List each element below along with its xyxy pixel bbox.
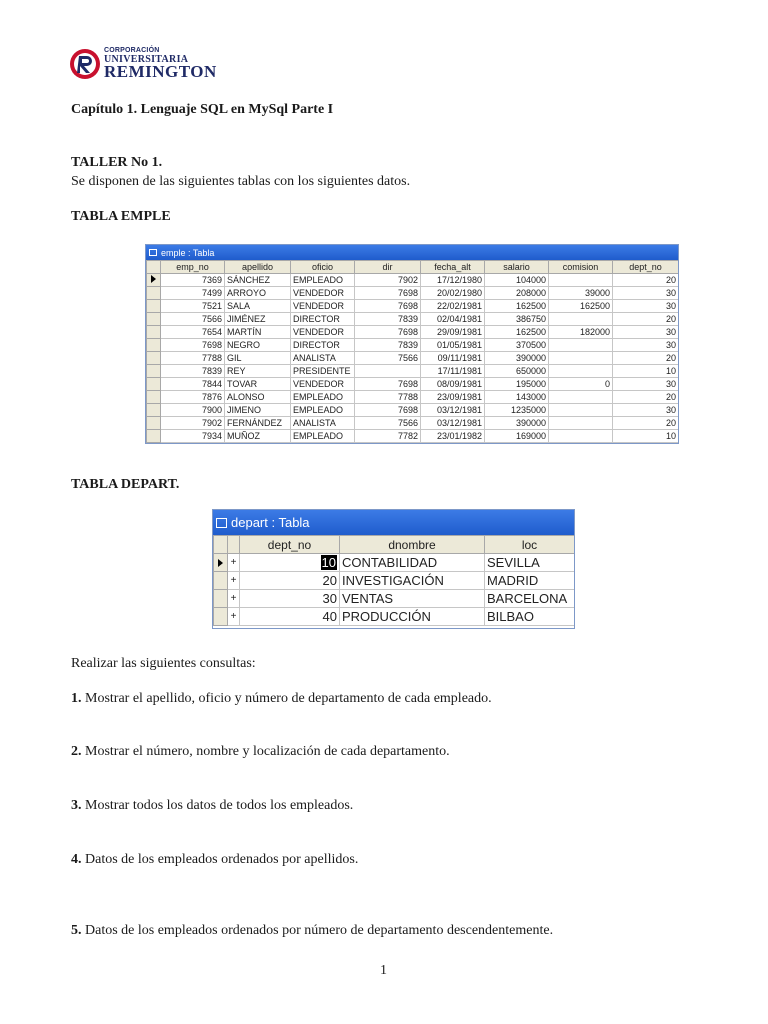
emple-table-window [145, 244, 679, 444]
cell-dept-no[interactable]: 20 [613, 391, 679, 404]
cell-salario[interactable]: 370500 [485, 339, 549, 352]
column-header-dept-no[interactable]: dept_no [240, 536, 340, 554]
emple-grid [146, 260, 679, 443]
emple-window-title: emple : Tabla [161, 247, 215, 258]
cell-dir[interactable] [355, 365, 421, 378]
question-number: 2. [71, 744, 82, 759]
cell-oficio[interactable]: ANALISTA [291, 417, 355, 430]
cell-dept-no[interactable] [240, 554, 340, 572]
cell-dept-no[interactable]: 20 [240, 572, 340, 590]
row-selector[interactable] [147, 300, 161, 313]
row-selector-header [147, 261, 161, 274]
cell-emp-no[interactable]: 7499 [161, 287, 225, 300]
column-header-comision[interactable]: comision [549, 261, 613, 274]
cell-dept-no[interactable]: 10 [613, 365, 679, 378]
cell-oficio[interactable]: EMPLEADO [291, 391, 355, 404]
cell-dir[interactable]: 7698 [355, 404, 421, 417]
row-selector[interactable] [147, 326, 161, 339]
table-row[interactable] [147, 417, 679, 430]
cell-loc[interactable]: BILBAO [485, 608, 575, 626]
expand-subdatasheet-icon[interactable]: + [228, 572, 240, 590]
column-header-oficio[interactable]: oficio [291, 261, 355, 274]
cell-fecha-alt[interactable]: 20/02/1980 [421, 287, 485, 300]
cell-fecha-alt[interactable]: 23/09/1981 [421, 391, 485, 404]
consultas-intro: Realizar las siguientes consultas: [71, 656, 256, 671]
cell-oficio[interactable]: EMPLEADO [291, 274, 355, 287]
cell-comision[interactable] [549, 417, 613, 430]
cell-apellido[interactable]: ALONSO [225, 391, 291, 404]
question-4 [71, 851, 358, 869]
cell-dept-no[interactable]: 30 [240, 590, 340, 608]
cell-dir[interactable]: 7902 [355, 274, 421, 287]
row-selector-header [214, 536, 228, 554]
logo-line-2: UNIVERSITARIA [104, 54, 189, 65]
cell-oficio[interactable]: PRESIDENTE [291, 365, 355, 378]
table-row[interactable] [214, 608, 575, 626]
cell-apellido[interactable]: FERNÁNDEZ [225, 417, 291, 430]
cell-salario[interactable]: 104000 [485, 274, 549, 287]
cell-salario[interactable]: 208000 [485, 287, 549, 300]
cell-salario[interactable]: 390000 [485, 352, 549, 365]
depart-heading: TABLA DEPART. [71, 477, 180, 492]
question-text: Datos de los empleados ordenados por apellidos. [81, 852, 359, 867]
cell-dept-no[interactable]: 30 [613, 287, 679, 300]
logo-line-3: REMINGTON [104, 62, 217, 81]
table-row[interactable] [147, 313, 679, 326]
cell-salario[interactable]: 169000 [485, 430, 549, 443]
cell-dept-no[interactable]: 20 [613, 352, 679, 365]
table-row[interactable] [214, 590, 575, 608]
table-row[interactable] [147, 339, 679, 352]
cell-fecha-alt[interactable]: 22/02/1981 [421, 300, 485, 313]
cell-oficio[interactable]: DIRECTOR [291, 339, 355, 352]
cell-emp-no[interactable]: 7566 [161, 313, 225, 326]
column-header-dnombre[interactable]: dnombre [340, 536, 485, 554]
cell-emp-no[interactable]: 7934 [161, 430, 225, 443]
cell-apellido[interactable]: REY [225, 365, 291, 378]
question-number: 3. [71, 798, 82, 813]
cell-emp-no[interactable]: 7788 [161, 352, 225, 365]
cell-oficio[interactable]: VENDEDOR [291, 326, 355, 339]
cell-fecha-alt[interactable]: 29/09/1981 [421, 326, 485, 339]
logo-line-1: CORPORACIÓN [104, 47, 160, 54]
cell-comision[interactable] [549, 313, 613, 326]
cell-dept-no[interactable]: 30 [613, 326, 679, 339]
row-selector[interactable] [147, 391, 161, 404]
cell-emp-no[interactable]: 7521 [161, 300, 225, 313]
emple-titlebar [146, 245, 678, 260]
current-record-arrow-icon [218, 559, 223, 567]
cell-comision[interactable] [549, 274, 613, 287]
cell-comision[interactable]: 162500 [549, 300, 613, 313]
cell-comision[interactable] [549, 352, 613, 365]
row-selector[interactable] [147, 417, 161, 430]
table-row[interactable] [147, 274, 679, 287]
question-3 [71, 797, 353, 815]
cell-oficio[interactable]: EMPLEADO [291, 430, 355, 443]
table-row[interactable] [147, 365, 679, 378]
cell-dir[interactable]: 7782 [355, 430, 421, 443]
cell-comision[interactable] [549, 365, 613, 378]
cell-emp-no[interactable]: 7369 [161, 274, 225, 287]
cell-emp-no[interactable]: 7839 [161, 365, 225, 378]
table-row[interactable] [214, 554, 575, 572]
cell-salario[interactable]: 1235000 [485, 404, 549, 417]
cell-dir[interactable]: 7698 [355, 326, 421, 339]
column-header-fecha-alt[interactable]: fecha_alt [421, 261, 485, 274]
selected-cell-value[interactable]: 10 [321, 554, 336, 570]
cell-salario[interactable]: 143000 [485, 391, 549, 404]
cell-dir[interactable]: 7839 [355, 313, 421, 326]
column-header-dir[interactable]: dir [355, 261, 421, 274]
row-selector[interactable] [147, 274, 161, 287]
cell-apellido[interactable]: JIMÉNEZ [225, 313, 291, 326]
cell-salario[interactable]: 390000 [485, 417, 549, 430]
row-selector[interactable] [214, 608, 228, 626]
row-selector[interactable] [147, 313, 161, 326]
cell-loc[interactable]: MADRID [485, 572, 575, 590]
cell-oficio[interactable]: VENDEDOR [291, 287, 355, 300]
cell-oficio[interactable]: ANALISTA [291, 352, 355, 365]
expand-header [228, 536, 240, 554]
remington-logo [68, 44, 217, 84]
row-selector[interactable] [214, 590, 228, 608]
cell-fecha-alt[interactable]: 23/01/1982 [421, 430, 485, 443]
page-number: 1 [380, 963, 387, 978]
cell-apellido[interactable]: JIMENO [225, 404, 291, 417]
cell-apellido[interactable]: TOVAR [225, 378, 291, 391]
row-selector[interactable] [147, 404, 161, 417]
expand-subdatasheet-icon[interactable]: + [228, 608, 240, 626]
table-row[interactable] [147, 352, 679, 365]
cell-salario[interactable]: 650000 [485, 365, 549, 378]
cell-fecha-alt[interactable]: 08/09/1981 [421, 378, 485, 391]
cell-apellido[interactable]: MUÑOZ [225, 430, 291, 443]
cell-emp-no[interactable]: 7876 [161, 391, 225, 404]
cell-dir[interactable]: 7566 [355, 417, 421, 430]
row-selector[interactable] [214, 572, 228, 590]
cell-comision[interactable] [549, 404, 613, 417]
cell-dept-no[interactable]: 20 [613, 274, 679, 287]
depart-table-window [212, 509, 575, 629]
row-selector[interactable] [147, 339, 161, 352]
cell-oficio[interactable]: VENDEDOR [291, 378, 355, 391]
cell-loc[interactable]: SEVILLA [485, 554, 575, 572]
cell-fecha-alt[interactable]: 01/05/1981 [421, 339, 485, 352]
cell-fecha-alt[interactable]: 02/04/1981 [421, 313, 485, 326]
depart-titlebar [213, 510, 574, 535]
table-icon [149, 249, 157, 256]
cell-dept-no[interactable]: 30 [613, 339, 679, 352]
cell-dir[interactable]: 7698 [355, 287, 421, 300]
cell-fecha-alt[interactable]: 17/12/1980 [421, 274, 485, 287]
cell-apellido[interactable]: GIL [225, 352, 291, 365]
chapter-title: Capítulo 1. Lenguaje SQL en MySql Parte I [71, 102, 334, 117]
cell-fecha-alt[interactable]: 17/11/1981 [421, 365, 485, 378]
cell-comision[interactable] [549, 391, 613, 404]
cell-dept-no[interactable]: 10 [613, 430, 679, 443]
cell-dept-no[interactable]: 20 [613, 313, 679, 326]
cell-dir[interactable]: 7698 [355, 300, 421, 313]
cell-apellido[interactable]: SÁNCHEZ [225, 274, 291, 287]
column-header-emp-no[interactable]: emp_no [161, 261, 225, 274]
cell-emp-no[interactable]: 7902 [161, 417, 225, 430]
question-number: 5. [71, 923, 82, 938]
question-number: 4. [71, 852, 82, 867]
table-icon [216, 518, 227, 528]
taller-title: TALLER No 1. [71, 155, 163, 170]
cell-emp-no[interactable]: 7900 [161, 404, 225, 417]
row-selector[interactable] [214, 554, 228, 572]
column-header-apellido[interactable]: apellido [225, 261, 291, 274]
cell-emp-no[interactable]: 7844 [161, 378, 225, 391]
table-row[interactable] [147, 287, 679, 300]
cell-apellido[interactable]: SALA [225, 300, 291, 313]
table-row[interactable] [214, 572, 575, 590]
cell-comision[interactable]: 0 [549, 378, 613, 391]
question-number: 1. [71, 691, 82, 706]
cell-oficio[interactable]: EMPLEADO [291, 404, 355, 417]
cell-fecha-alt[interactable]: 03/12/1981 [421, 417, 485, 430]
cell-fecha-alt[interactable]: 09/11/1981 [421, 352, 485, 365]
cell-salario[interactable]: 162500 [485, 300, 549, 313]
cell-dir[interactable]: 7566 [355, 352, 421, 365]
row-selector[interactable] [147, 365, 161, 378]
cell-salario[interactable]: 386750 [485, 313, 549, 326]
depart-window-title: depart : Tabla [231, 515, 310, 530]
table-row[interactable] [147, 391, 679, 404]
cell-oficio[interactable]: DIRECTOR [291, 313, 355, 326]
cell-oficio[interactable]: VENDEDOR [291, 300, 355, 313]
cell-dnombre[interactable]: INVESTIGACIÓN [340, 572, 485, 590]
cell-dept-no[interactable]: 20 [613, 417, 679, 430]
cell-loc[interactable]: BARCELONA [485, 590, 575, 608]
remington-emblem-icon [68, 47, 102, 81]
cell-comision[interactable]: 39000 [549, 287, 613, 300]
question-2 [71, 743, 450, 761]
row-selector[interactable] [147, 352, 161, 365]
table-row[interactable] [147, 430, 679, 443]
expand-subdatasheet-icon[interactable]: + [228, 590, 240, 608]
cell-comision[interactable] [549, 339, 613, 352]
cell-comision[interactable] [549, 430, 613, 443]
intro-text: Se disponen de las siguientes tablas con los siguientes datos. [71, 174, 411, 189]
question-text: Datos de los empleados ordenados por número de departamento descendentemente. [81, 923, 554, 938]
column-header-dept-no[interactable]: dept_no [613, 261, 679, 274]
column-header-salario[interactable]: salario [485, 261, 549, 274]
cell-dept-no[interactable]: 30 [613, 378, 679, 391]
question-text: Mostrar el número, nombre y localización de cada departamento. [81, 744, 450, 759]
depart-grid [213, 535, 575, 626]
row-selector[interactable] [147, 287, 161, 300]
cell-apellido[interactable]: ARROYO [225, 287, 291, 300]
table-row[interactable] [147, 378, 679, 391]
cell-emp-no[interactable]: 7654 [161, 326, 225, 339]
question-1 [71, 690, 492, 708]
cell-apellido[interactable]: MARTÍN [225, 326, 291, 339]
cell-fecha-alt[interactable]: 03/12/1981 [421, 404, 485, 417]
cell-dnombre[interactable]: VENTAS [340, 590, 485, 608]
cell-salario[interactable]: 195000 [485, 378, 549, 391]
cell-dept-no[interactable]: 30 [613, 404, 679, 417]
expand-subdatasheet-icon[interactable]: + [228, 554, 240, 572]
cell-dir[interactable]: 7839 [355, 339, 421, 352]
cell-dir[interactable]: 7788 [355, 391, 421, 404]
cell-dept-no[interactable]: 30 [613, 300, 679, 313]
column-header-loc[interactable]: loc [485, 536, 575, 554]
question-text: Mostrar el apellido, oficio y número de departamento de cada empleado. [81, 691, 492, 706]
cell-apellido[interactable]: NEGRO [225, 339, 291, 352]
row-selector[interactable] [147, 430, 161, 443]
row-selector[interactable] [147, 378, 161, 391]
cell-dept-no[interactable]: 40 [240, 608, 340, 626]
question-5 [71, 922, 553, 940]
current-record-arrow-icon [151, 275, 156, 283]
emple-heading: TABLA EMPLE [71, 209, 171, 224]
cell-dir[interactable]: 7698 [355, 378, 421, 391]
table-row[interactable] [147, 404, 679, 417]
question-text: Mostrar todos los datos de todos los empleados. [81, 798, 354, 813]
cell-salario[interactable]: 162500 [485, 326, 549, 339]
cell-comision[interactable]: 182000 [549, 326, 613, 339]
cell-dnombre[interactable]: CONTABILIDAD [340, 554, 485, 572]
table-row[interactable] [147, 300, 679, 313]
cell-dnombre[interactable]: PRODUCCIÓN [340, 608, 485, 626]
cell-emp-no[interactable]: 7698 [161, 339, 225, 352]
table-row[interactable] [147, 326, 679, 339]
